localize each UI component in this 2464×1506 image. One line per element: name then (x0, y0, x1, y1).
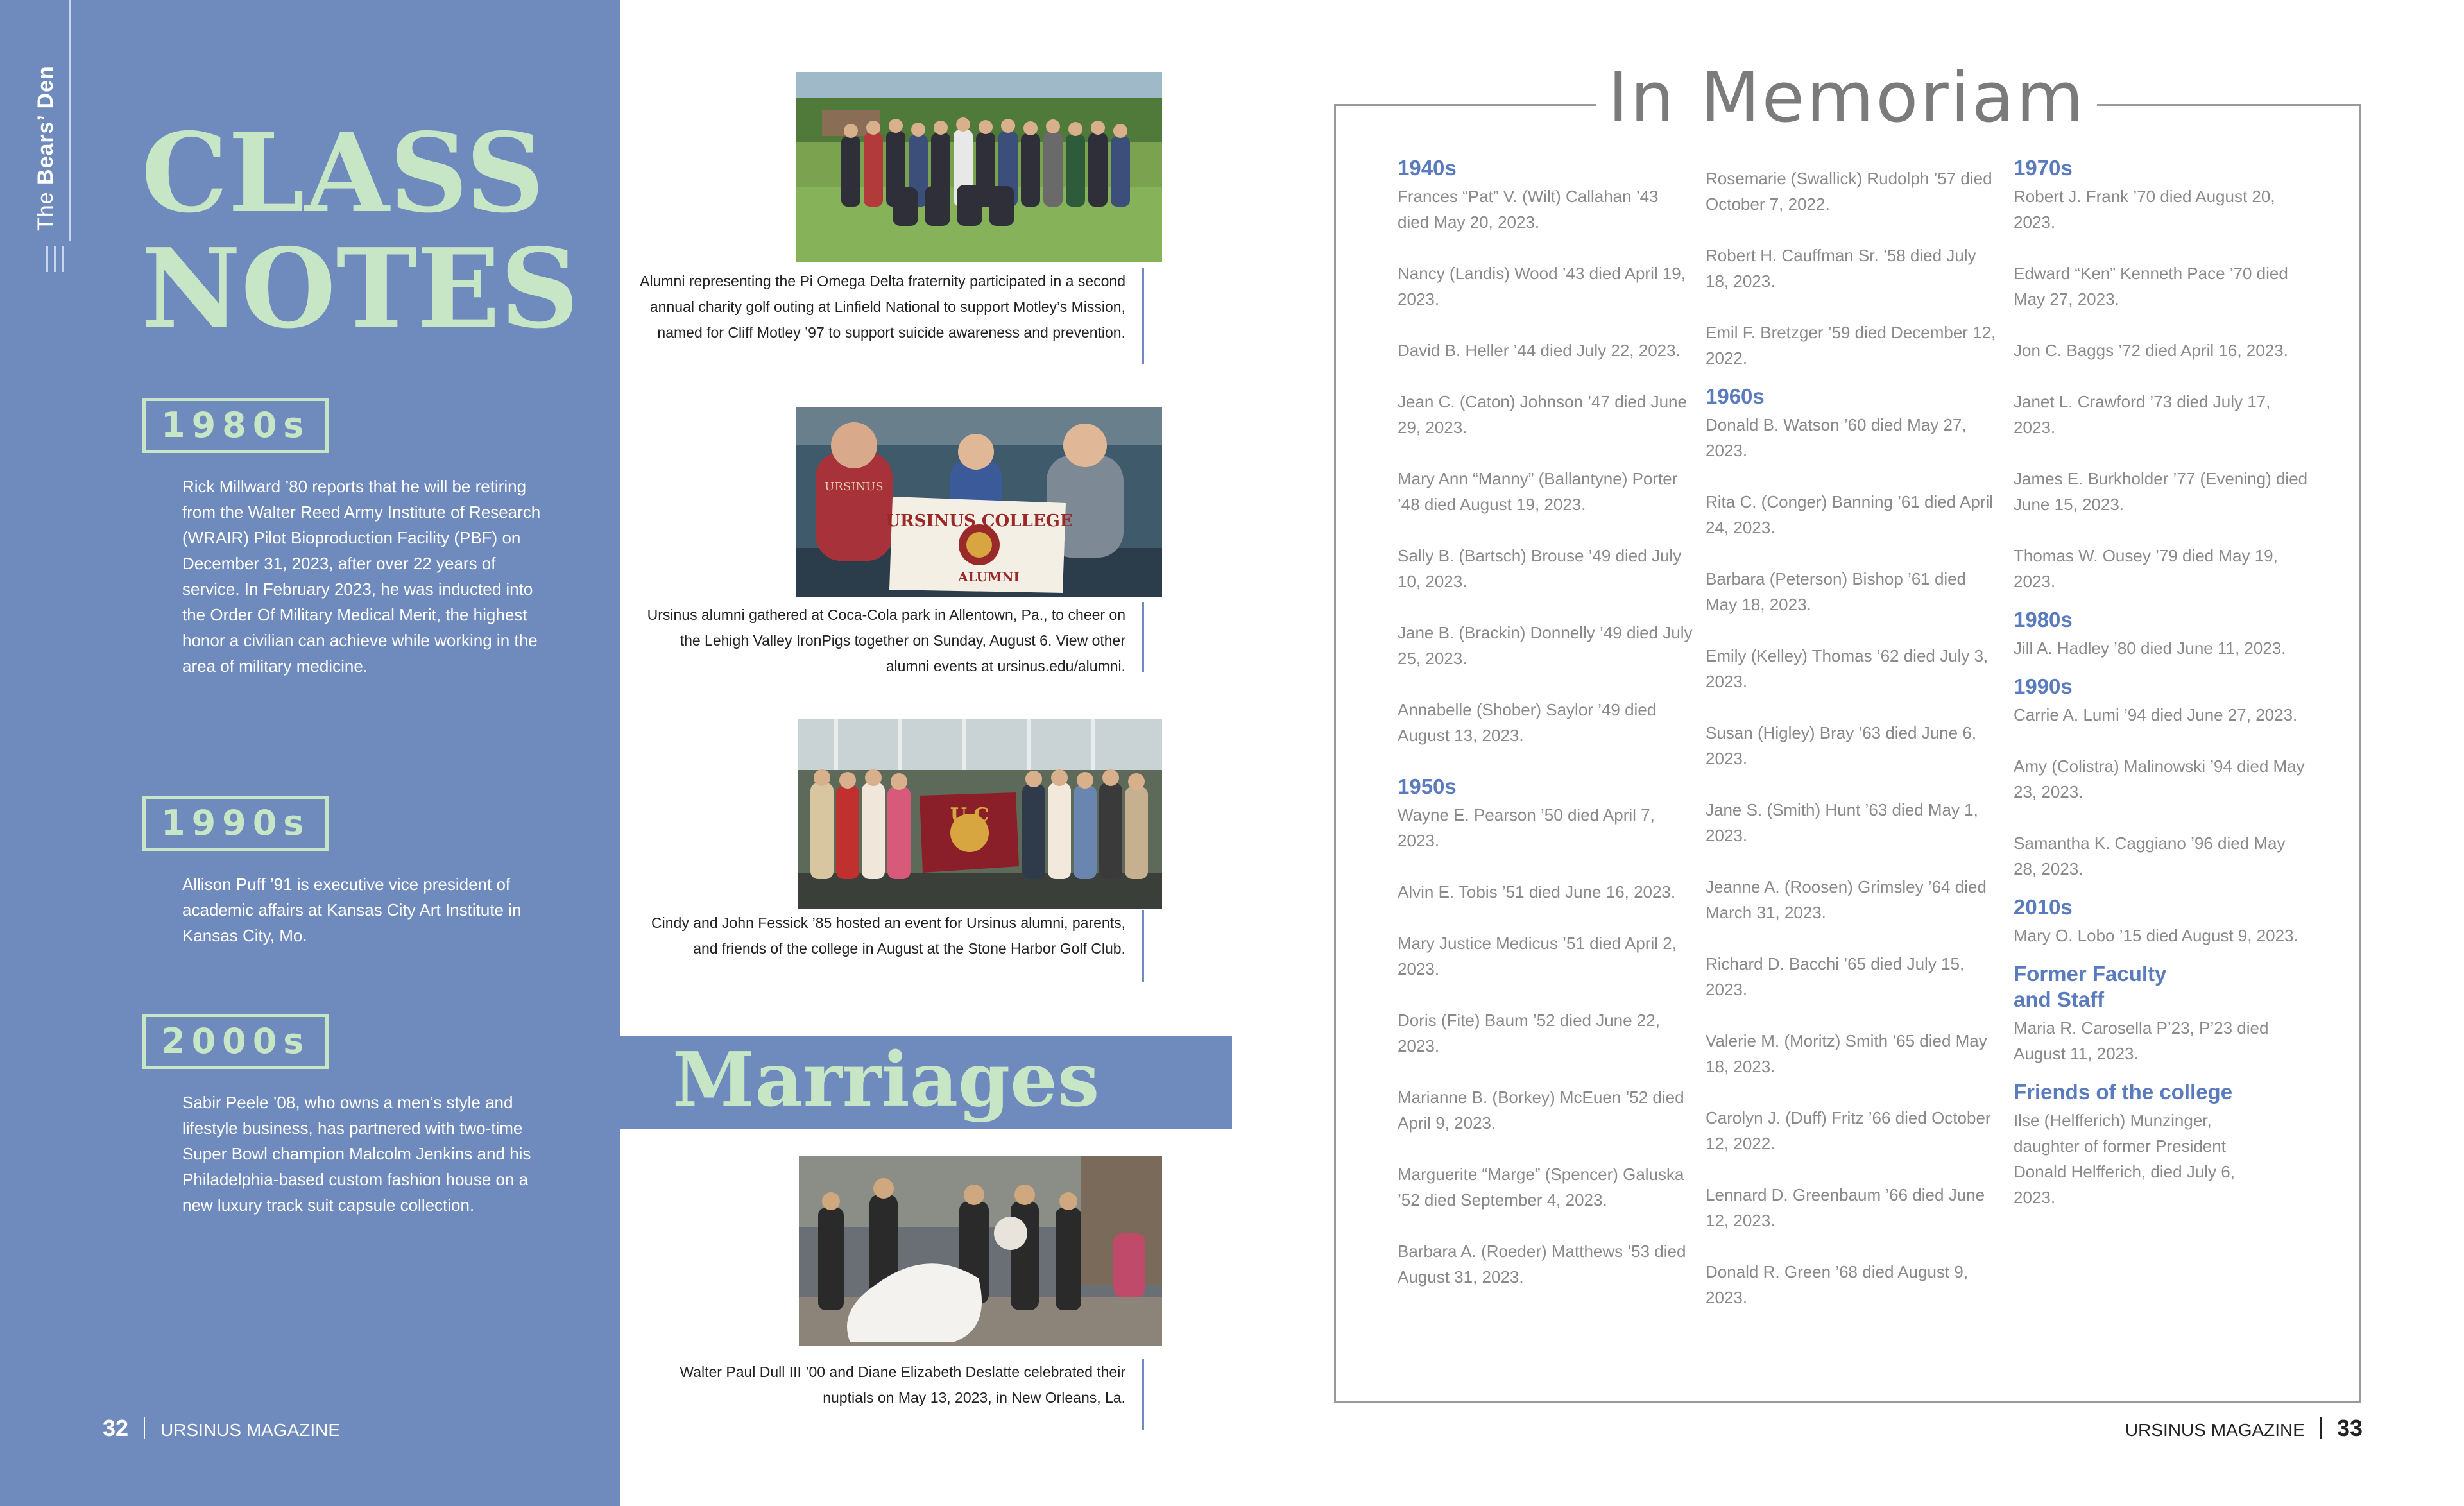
memoriam-entry: Jon C. Baggs ’72 died April 16, 2023. (2014, 341, 2288, 360)
memoriam-entry: Maria R. Carosella P’23, P’23 died August 11, 2023. (2014, 1018, 2269, 1063)
memoriam-heading: Friends of the college (2014, 1080, 2233, 1104)
memoriam-entry: Emily (Kelley) Thomas ’62 died July 3, 2023. (1706, 646, 1989, 691)
memoriam-entry: Amy (Colistra) Malinowski ’94 died May 23, 2023. (2014, 757, 2305, 801)
memoriam-entry: Jill A. Hadley ’80 died June 11, 2023. (2014, 638, 2286, 658)
memoriam-entry: Sally B. (Bartsch) Brouse ’49 died July 10, 2023. (1398, 546, 1682, 591)
shirt-text: URSINUS (825, 480, 884, 493)
title-line-2: NOTES (141, 225, 579, 353)
memoriam-entry: Jane S. (Smith) Hunt ’63 died May 1, 2023. (1706, 800, 1978, 845)
caption-stone-harbor-event: Cindy and John Fessick ’85 hosted an event for Ursinus alumni, parents, and friends of the college in August at the Stone Harbor Golf Club. (651, 914, 1125, 957)
tick-marks-decoration (46, 246, 67, 272)
footer-left (103, 1415, 340, 1442)
class-notes-title (141, 109, 579, 353)
memoriam-entry: Mary Ann “Manny” (Ballantyne) Porter ’48 died August 19, 2023. (1398, 469, 1678, 514)
memoriam-entry: James E. Burkholder ’77 (Evening) died June 15, 2023. (2014, 469, 2308, 514)
memoriam-entry: Doris (Fite) Baum ’52 died June 22, 2023. (1398, 1011, 1660, 1056)
memoriam-entry: Nancy (Landis) Wood ’43 died April 19, 2023. (1398, 264, 1686, 309)
memoriam-entry: Frances “Pat” V. (Wilt) Callahan ’43 died May 20, 2023. (1398, 187, 1659, 232)
page-number-left: 32 (103, 1415, 129, 1441)
memoriam-entry: Donald R. Green ’68 died August 9, 2023. (1706, 1262, 1969, 1307)
section-label (33, 19, 76, 231)
memoriam-heading: 1970s (2014, 156, 2073, 180)
memoriam-entry: Carolyn J. (Duff) Fritz ’66 died October 12, 2022. (1706, 1108, 1991, 1153)
decade-heading-1990s: 1990s (142, 796, 329, 851)
memoriam-heading: 1990s (2014, 674, 2073, 698)
photo-stone-harbor-event (798, 719, 1162, 909)
caption-rule (1142, 602, 1144, 672)
memoriam-entry: Valerie M. (Moritz) Smith ’65 died May 18, 2023. (1706, 1031, 1987, 1076)
memoriam-group-friends (2014, 1079, 2309, 1210)
memoriam-entry: Rosemarie (Swallick) Rudolph ’57 died October 7, 2022. (1706, 169, 1992, 214)
memoriam-heading: Former Faculty and Staff (2014, 962, 2167, 1011)
memoriam-entry: Mary O. Lobo ’15 died August 9, 2023. (2014, 926, 2298, 945)
memoriam-group-2010s (2014, 894, 2309, 948)
decade-heading-2000s: 2000s (142, 1014, 329, 1069)
memoriam-entry: Jane B. (Brackin) Donnelly ’49 died July 25, 2023. (1398, 623, 1693, 668)
memoriam-entry: Marianne B. (Borkey) McEuen ’52 died April 9, 2023. (1398, 1088, 1684, 1133)
photo-wedding (799, 1156, 1162, 1346)
memoriam-entry: Wayne E. Pearson ’50 died April 7, 2023. (1398, 805, 1655, 850)
page-number-right: 33 (2336, 1415, 2363, 1441)
marriages-title: Marriages (672, 1036, 1100, 1124)
memoriam-title: In Memoriam (1596, 56, 2097, 140)
publication-name-right: URSINUS MAGAZINE (2125, 1420, 2305, 1440)
decade-heading-1980s: 1980s (142, 398, 329, 453)
photo-golf-outing (796, 72, 1162, 262)
memoriam-group-1950s (1398, 774, 1693, 1290)
publication-name-left: URSINUS MAGAZINE (160, 1420, 341, 1440)
section-label-name: Bears’ Den (33, 65, 58, 185)
memoriam-heading: 1940s (1398, 156, 1457, 180)
banner-text-bottom: ALUMNI (958, 569, 1020, 585)
memoriam-heading: 2010s (2014, 895, 2073, 919)
memoriam-entry: Lennard D. Greenbaum ’66 died June 12, 2023. (1706, 1185, 1985, 1230)
class-note-2000s: Sabir Peele ’08, who owns a men’s style and lifestyle business, has partnered with two-time Super Bowl champion Malcolm Jenkins and his Philadelphia-based custom fashion house on a new luxury track suit capsule collection. (182, 1093, 531, 1215)
memoriam-group-1950s-cont (1706, 166, 2001, 371)
memoriam-group-1980s (2014, 607, 2309, 661)
memoriam-group-1990s (2014, 674, 2309, 882)
memoriam-entry: Annabelle (Shober) Saylor ’49 died August 13, 2023. (1398, 700, 1657, 745)
memoriam-entry: Emil F. Bretzger ’59 died December 12, 2022. (1706, 323, 1996, 368)
caption-golf-outing: Alumni representing the Pi Omega Delta fraternity participated in a second annual charity golf outing at Linfield National to support Motley’s Mission, named for Cliff Motley ’97 to support suicide awareness and prevention. (640, 273, 1125, 341)
memoriam-entry: David B. Heller ’44 died July 22, 2023. (1398, 341, 1681, 360)
memoriam-entry: Ilse (Helfferich) Munzinger, daughter of former President Donald Helfferich, died July 6, 2023. (2014, 1111, 2235, 1207)
memoriam-group-1970s (2014, 155, 2309, 594)
memoriam-entry: Janet L. Crawford ’73 died July 17, 2023. (2014, 392, 2271, 437)
memoriam-entry: Donald B. Watson ’60 died May 27, 2023. (1706, 415, 1967, 460)
memoriam-entry: Thomas W. Ousey ’79 died May 19, 2023. (2014, 546, 2278, 591)
memoriam-entry: Richard D. Bacchi ’65 died July 15, 2023. (1706, 954, 1965, 999)
memoriam-column-1 (1398, 155, 1693, 1315)
caption-rule (1142, 1359, 1144, 1430)
class-note-1980s: Rick Millward ’80 reports that he will be retiring from the Walter Reed Army Institute of Research (WRAIR) Pilot Bioproduction Facility (PBF) on December 31, 2023, after over 22 years of service. In February 2023, he was inducted into the Order Of Military Medical Merit, the highest honor a civilian can achieve while working in the area of military medicine. (182, 477, 541, 676)
memoriam-entry: Alvin E. Tobis ’51 died June 16, 2023. (1398, 882, 1676, 902)
memoriam-heading: 1950s (1398, 774, 1457, 798)
memoriam-entry: Jeanne A. (Roosen) Grimsley ’64 died March 31, 2023. (1706, 877, 1987, 922)
memoriam-entry: Carrie A. Lumi ’94 died June 27, 2023. (2014, 705, 2298, 724)
caption-wedding: Walter Paul Dull III ’00 and Diane Elizabeth Deslatte celebrated their nuptials on May 13, 2023, in New Orleans, La. (680, 1364, 1125, 1406)
memoriam-column-2 (1706, 166, 2001, 1336)
class-note-1990s: Allison Puff ’91 is executive vice president of academic affairs at Kansas City Art Institute in Kansas City, Mo. (182, 875, 522, 945)
memoriam-group-1960s (1706, 384, 2001, 1310)
flag-text: U C (950, 804, 989, 826)
memoriam-heading: 1960s (1706, 384, 1765, 408)
memoriam-heading: 1980s (2014, 608, 2073, 631)
memoriam-entry: Barbara A. (Roeder) Matthews ’53 died August 31, 2023. (1398, 1242, 1686, 1287)
banner-text-top: URSINUS COLLEGE (886, 511, 1073, 531)
memoriam-entry: Susan (Higley) Bray ’63 died June 6, 2023. (1706, 723, 1977, 768)
memoriam-group-former-faculty (2014, 961, 2309, 1066)
memoriam-entry: Robert H. Cauffman Sr. ’58 died July 18, 2023. (1706, 246, 1976, 291)
footer-right (2125, 1415, 2363, 1442)
memoriam-entry: Edward “Ken” Kenneth Pace ’70 died May 27, 2023. (2014, 264, 2288, 309)
memoriam-column-3 (2014, 155, 2309, 1236)
section-label-the: The (33, 191, 58, 231)
caption-rule (1142, 268, 1144, 364)
caption-rule (1142, 910, 1144, 982)
memoriam-entry: Mary Justice Medicus ’51 died April 2, 2023. (1398, 934, 1677, 979)
memoriam-entry: Robert J. Frank ’70 died August 20, 2023. (2014, 187, 2275, 232)
title-line-1: CLASS (141, 109, 545, 237)
memoriam-entry: Jean C. (Caton) Johnson ’47 died June 29, 2023. (1398, 392, 1687, 437)
memoriam-entry: Barbara (Peterson) Bishop ’61 died May 18, 2023. (1706, 569, 1967, 614)
memoriam-entry: Rita C. (Conger) Banning ’61 died April 24, 2023. (1706, 492, 1994, 537)
caption-ironpigs-game: Ursinus alumni gathered at Coca-Cola park in Allentown, Pa., to cheer on the Lehigh Valley IronPigs together on Sunday, August 6. View other alumni events at ursinus.edu/alumni. (647, 606, 1125, 674)
memoriam-entry: Marguerite “Marge” (Spencer) Galuska ’52 died September 4, 2023. (1398, 1165, 1684, 1210)
photo-ironpigs-game (796, 407, 1162, 597)
memoriam-group-1940s (1398, 155, 1693, 748)
memoriam-entry: Samantha K. Caggiano ’96 died May 28, 2023. (2014, 834, 2286, 878)
